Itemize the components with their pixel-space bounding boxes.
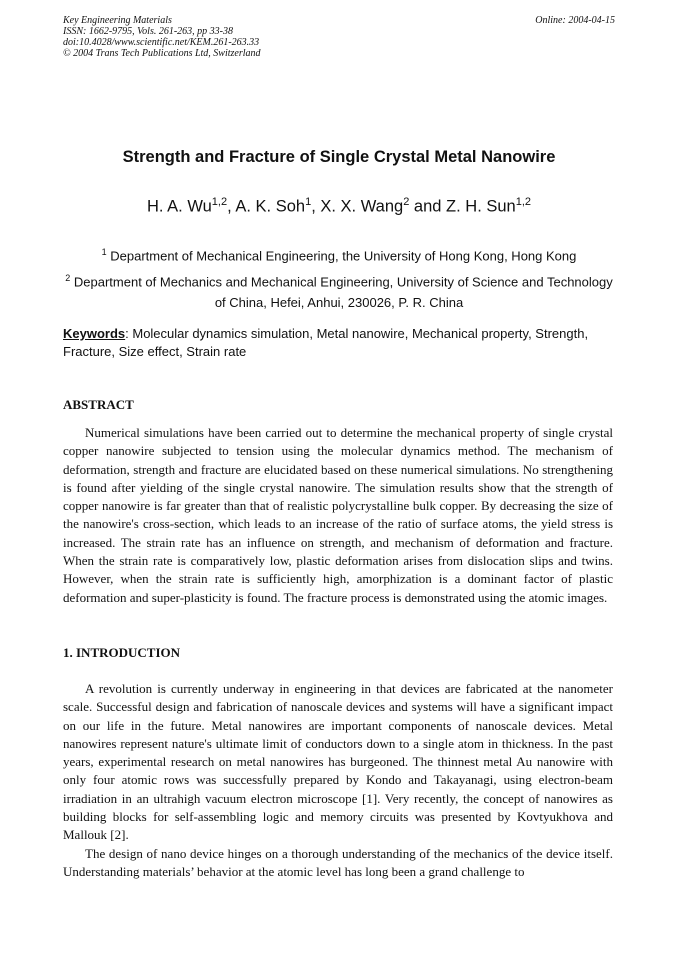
issn-line: ISSN: 1662-9795, Vols. 261-263, pp 33-38 bbox=[63, 26, 233, 37]
author-affiliation-mark: 1,2 bbox=[211, 196, 228, 208]
affiliation-text: Department of Mechanical Engineering, the University of Hong Kong, Hong Kong bbox=[106, 248, 577, 264]
keywords-label: Keywords bbox=[63, 326, 126, 341]
author-affiliation-mark: 1 bbox=[305, 196, 312, 208]
introduction-body bbox=[63, 680, 613, 881]
author-list bbox=[0, 196, 678, 217]
author-separator: , bbox=[227, 197, 236, 216]
affiliation-1 bbox=[63, 242, 615, 266]
affiliation-2 bbox=[63, 268, 615, 313]
author-affiliation-mark: 1,2 bbox=[515, 196, 532, 208]
intro-paragraph: A revolution is currently underway in engineering in that devices are fabricated at the nanometer scale. Successful design and fabrication of nanoscale devices and systems will have a significant impact on our life in the future. Metal nanowires are important components of nanoscale devices. Metal nanowires represent nature's ultimate limit of conductors down to a single atom in thickness. In the past years, experimental research on metal nanowires has burgeoned. The thinnest metal Au nanowire with only four atomic rows was successfully prepared by Kondo and Takayanagi, using electron-beam irradiation in an ultrahigh vacuum electron microscope [1]. Very recently, the concept of nanowires as building blocks for self-assembling logic and memory circuits was presented by Kovtyukhova and Mallouk [2]. bbox=[63, 681, 613, 843]
intro-paragraph: The design of nano device hinges on a thorough understanding of the mechanics of the device itself. Understanding materials’ behavior at the atomic level has long been a grand challenge to bbox=[63, 845, 613, 879]
author-name: X. X. Wang bbox=[320, 197, 404, 216]
abstract-paragraph: Numerical simulations have been carried out to determine the mechanical property of single crystal copper nanowire subjected to tension using the molecular dynamics method. The mechanism of deformation, strength and fracture are elucidated based on these numerical simulations. No strengthening is found after yielding of the single crystal nanowire. The simulation results show that the strength of copper nanowire is far greater than that of realistic polycrystalline bulk copper. By decreasing the size of the nanowire's cross-section, which leads to an increase of the ratio of surface atoms, the yield stress is increased. The strain rate has an influence on strength, and mechanism of deformation and fracture. When the strain rate is comparatively low, plastic deformation arises from dislocation slips and twins. However, when the strain rate is sufficiently high, amorphization is a dominant factor of plastic deformation and super-plasticity is found. The fracture process is demonstrated using the atomic images. bbox=[63, 425, 613, 605]
affiliation-mark: 1 bbox=[101, 247, 107, 257]
doi-line: doi:10.4028/www.scientific.net/KEM.261-263.33 bbox=[63, 37, 260, 48]
keywords-text: : Molecular dynamics simulation, Metal nanowire, Mechanical property, Strength, Fracture, Size effect, Strain rate bbox=[63, 326, 589, 359]
copyright-line: © 2004 Trans Tech Publications Ltd, Switzerland bbox=[63, 48, 261, 59]
abstract-heading: ABSTRACT bbox=[63, 397, 134, 412]
online-date: Online: 2004-04-15 bbox=[535, 15, 615, 26]
abstract-body bbox=[63, 424, 613, 607]
journal-name: Key Engineering Materials bbox=[63, 15, 172, 26]
journal-header bbox=[63, 15, 615, 59]
author-name: H. A. Wu bbox=[146, 197, 212, 216]
author-separator: , bbox=[311, 197, 321, 216]
paper-title: Strength and Fracture of Single Crystal Metal Nanowire bbox=[122, 148, 556, 166]
author-separator: and bbox=[409, 197, 447, 216]
author-name: Z. H. Sun bbox=[446, 197, 516, 216]
affiliation-mark: 2 bbox=[65, 273, 71, 283]
introduction-heading: 1. INTRODUCTION bbox=[63, 645, 181, 660]
author-affiliation-mark: 2 bbox=[403, 196, 410, 208]
affiliation-text: Department of Mechanics and Mechanical Engineering, University of Science and Technology of China, Hefei, Anhui, 230026, P. R. China bbox=[70, 274, 613, 311]
author-name: A. K. Soh bbox=[235, 197, 306, 216]
keywords-block bbox=[63, 325, 615, 361]
